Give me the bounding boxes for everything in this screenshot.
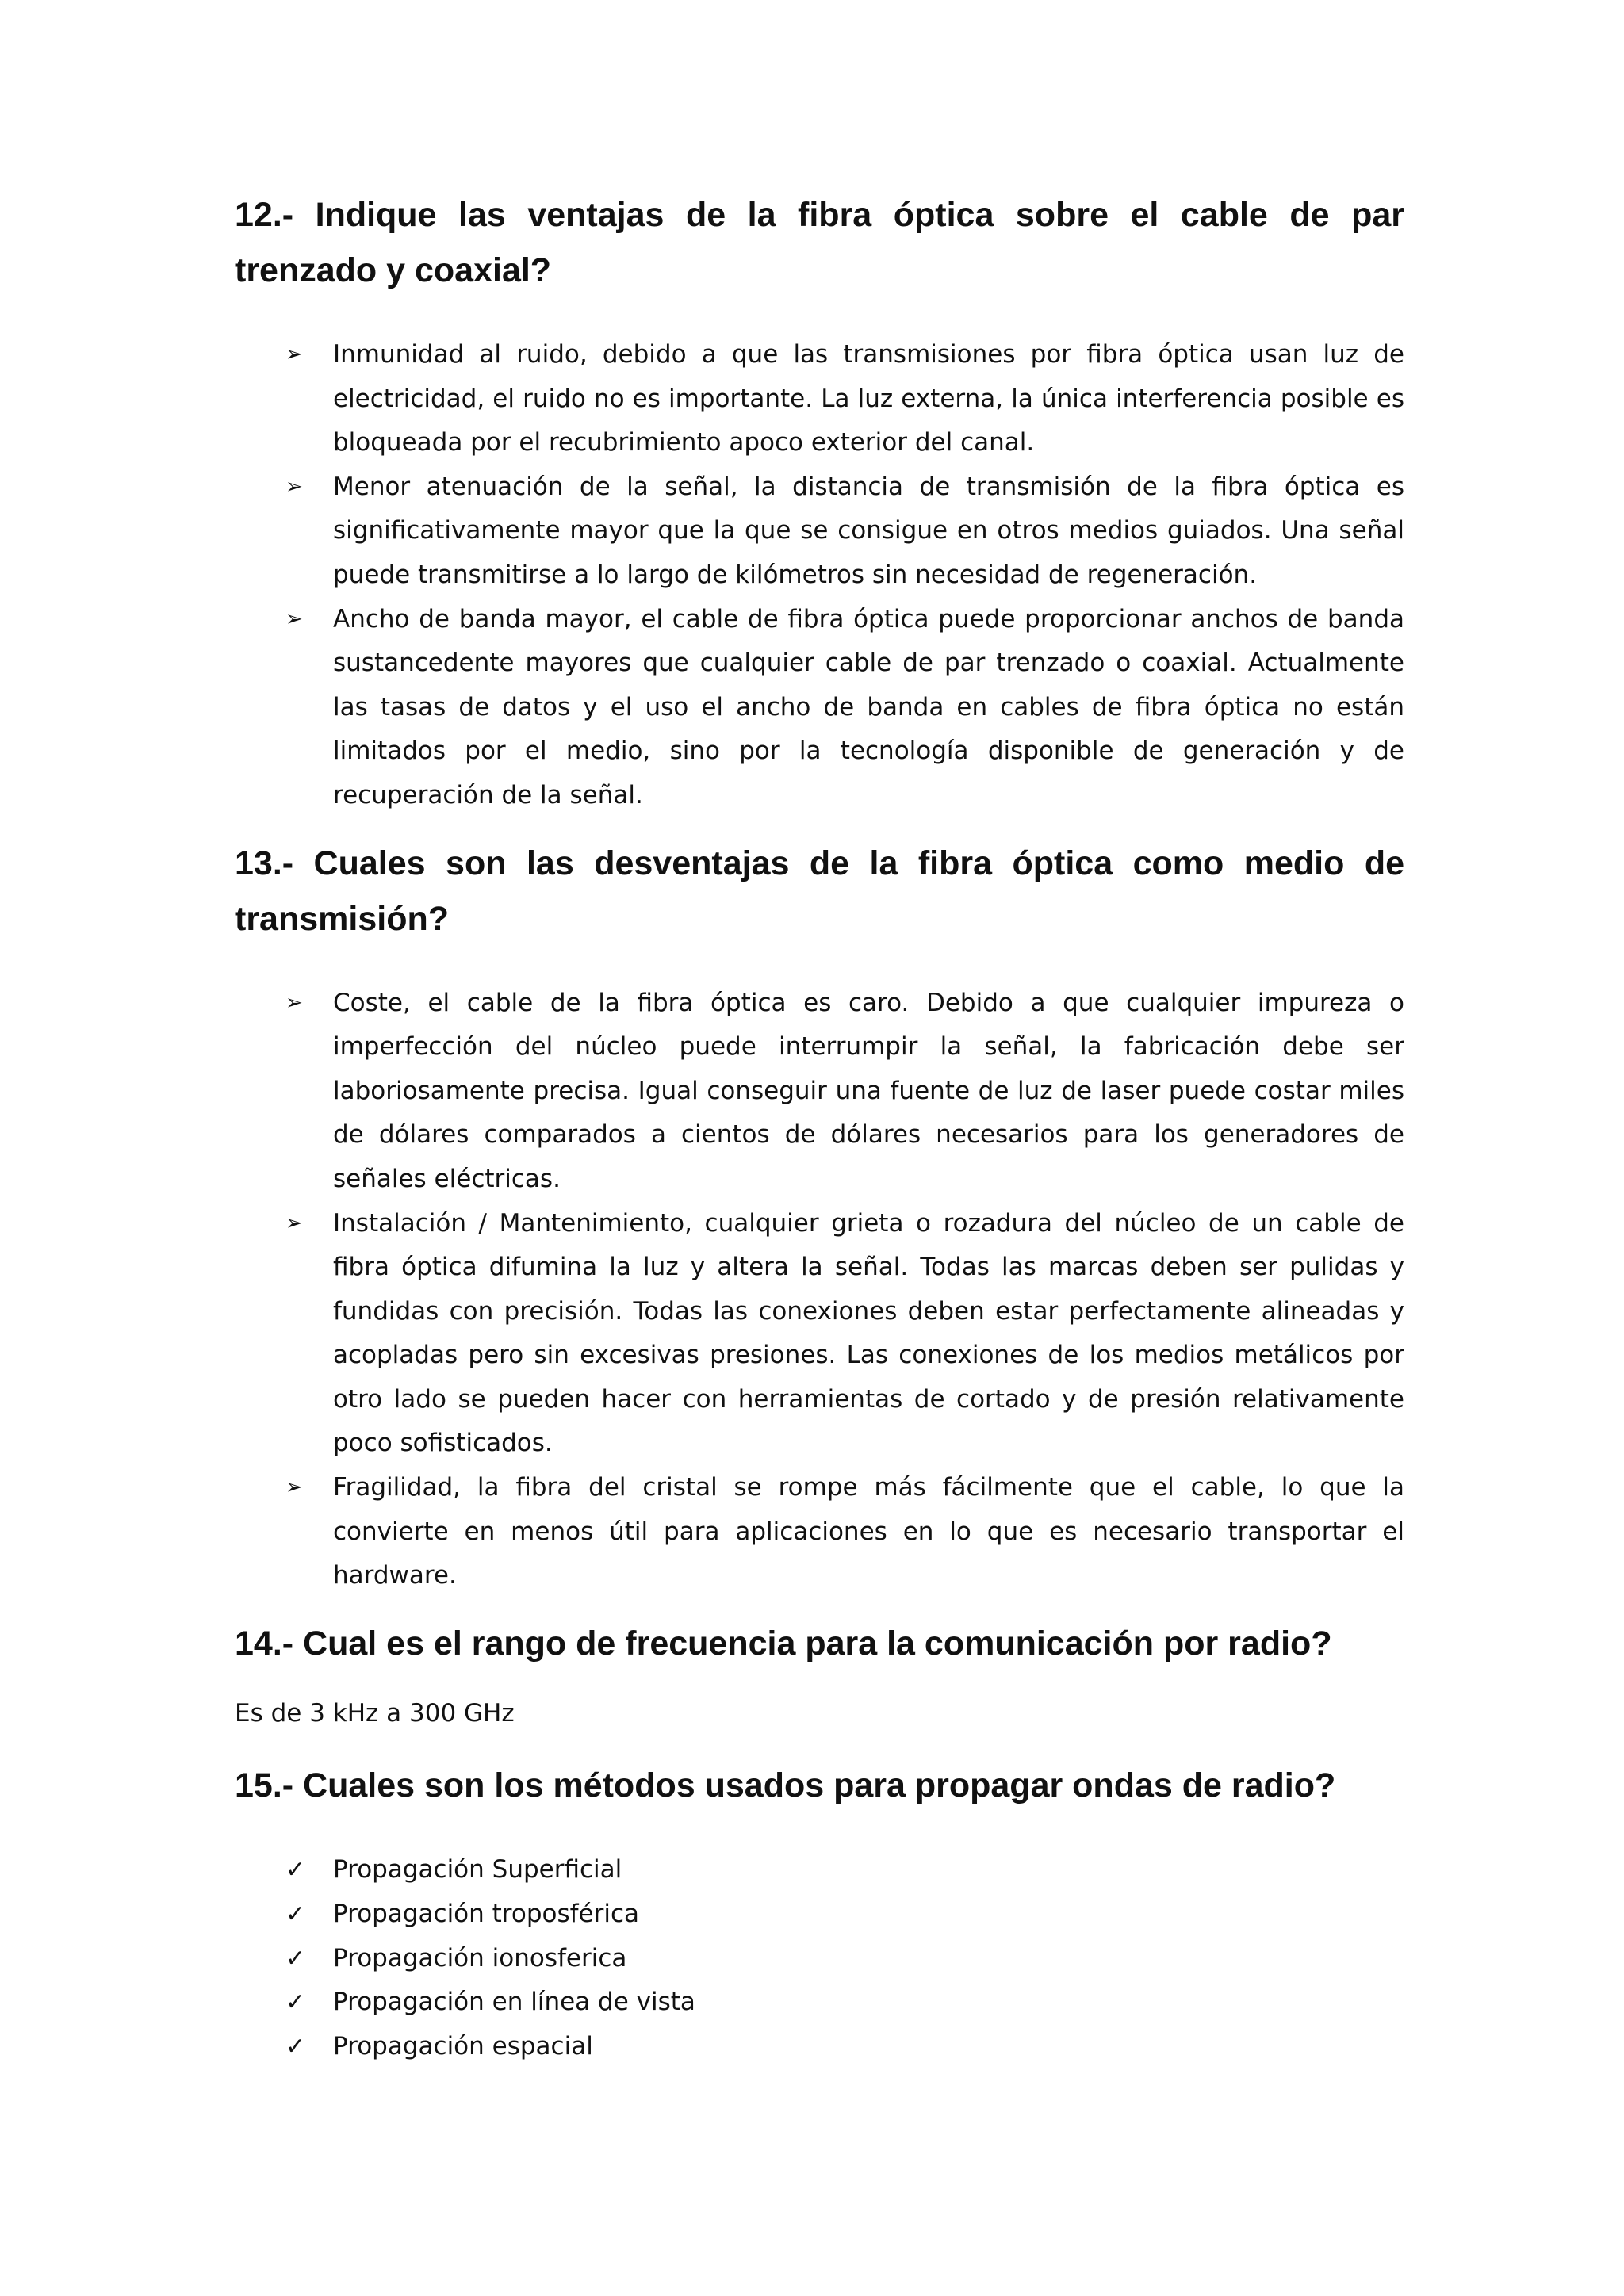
list-item-text: Inmunidad al ruido, debido a que las transmisiones por fibra óptica usan luz de electricidad, el ruido no es importante. La luz externa, la única interferencia posible es bloqueada por el recubrimiento apoco exterior del canal. xyxy=(333,340,1404,457)
advantages-list xyxy=(235,333,1404,818)
propagation-methods-list xyxy=(235,1848,1404,2068)
list-item xyxy=(235,1980,1404,2025)
list-item xyxy=(235,1202,1404,1467)
list-item xyxy=(235,982,1404,1202)
list-item-text: Propagación troposférica xyxy=(333,1900,640,1929)
list-item xyxy=(235,1466,1404,1598)
list-item xyxy=(235,598,1404,818)
checkmark-bullet-icon: ✓ xyxy=(285,2032,306,2061)
checkmark-bullet-icon: ✓ xyxy=(285,1856,306,1885)
arrow-bullet-icon: ➢ xyxy=(285,607,303,631)
question-15-heading: 15.- Cuales son los métodos usados para propagar ondas de radio? xyxy=(235,1766,1336,1805)
list-item-text: Propagación Superficial xyxy=(333,1855,622,1885)
list-item xyxy=(235,465,1404,598)
checkmark-bullet-icon: ✓ xyxy=(285,1900,306,1929)
disadvantages-list xyxy=(235,982,1404,1598)
list-item-text: Ancho de banda mayor, el cable de fibra óptica puede proporcionar anchos de banda sustancedente mayores que cualquier cable de par trenzado o coaxial. Actualmente las tasas de datos y el uso el ancho de banda en cables de fibra óptica no están limitados por el medio, sino por la tecnología disponible de generación y de recuperación de la señal. xyxy=(333,604,1404,809)
list-item-text: Instalación / Mantenimiento, cualquier grieta o rozadura del núcleo de un cable de fibra óptica difumina la luz y altera la señal. Todas las marcas deben ser pulidas y fundidas con precisión. Todas las conexiones deben estar perfectamente alineadas y acopladas pero sin excesivas presiones. Las conexiones de los medios metálicos por otro lado se pueden hacer con herramientas de cortado y de presión relativamente poco sofisticados. xyxy=(333,1208,1404,1458)
question-12-heading: 12.- Indique las ventajas de la fibra óptica sobre el cable de par trenzado y coaxial? xyxy=(235,196,1404,289)
question-14-heading: 14.- Cual es el rango de frecuencia para la comunicación por radio? xyxy=(235,1624,1332,1663)
list-item-text: Propagación en línea de vista xyxy=(333,1988,695,2017)
list-item xyxy=(235,333,1404,465)
list-item-text: Coste, el cable de la fibra óptica es caro. Debido a que cualquier impureza o imperfección del núcleo puede interrumpir la señal, la fabricación debe ser laboriosamente precisa. Igual conseguir una fuente de luz de laser puede costar miles de dólares comparados a cientos de dólares necesarios para los generadores de señales eléctricas. xyxy=(333,988,1404,1193)
arrow-bullet-icon: ➢ xyxy=(285,474,303,499)
list-item-text: Fragilidad, la fibra del cristal se rompe más fácilmente que el cable, lo que la convierte en menos útil para aplicaciones en lo que es necesario transportar el hardware. xyxy=(333,1473,1404,1590)
question-13-heading: 13.- Cuales son las desventajas de la fibra óptica como medio de transmisión? xyxy=(235,844,1404,938)
checkmark-bullet-icon: ✓ xyxy=(285,1944,306,1973)
arrow-bullet-icon: ➢ xyxy=(285,1211,303,1235)
list-item-text: Propagación ionosferica xyxy=(333,1943,627,1973)
arrow-bullet-icon: ➢ xyxy=(285,342,303,366)
arrow-bullet-icon: ➢ xyxy=(285,1475,303,1500)
list-item xyxy=(235,1848,1404,1892)
list-item xyxy=(235,1937,1404,1981)
list-item-text: Propagación espacial xyxy=(333,2031,593,2061)
arrow-bullet-icon: ➢ xyxy=(285,990,303,1015)
list-item-text: Menor atenuación de la señal, la distancia de transmisión de la fibra óptica es significativamente mayor que la que se consigue en otros medios guiados. Una señal puede transmitirse a lo largo de kilómetros sin necesidad de regeneración. xyxy=(333,472,1404,589)
answer-14-text: Es de 3 kHz a 300 GHz xyxy=(235,1698,515,1728)
list-item xyxy=(235,2025,1404,2069)
checkmark-bullet-icon: ✓ xyxy=(285,1988,306,2017)
list-item xyxy=(235,1892,1404,1937)
